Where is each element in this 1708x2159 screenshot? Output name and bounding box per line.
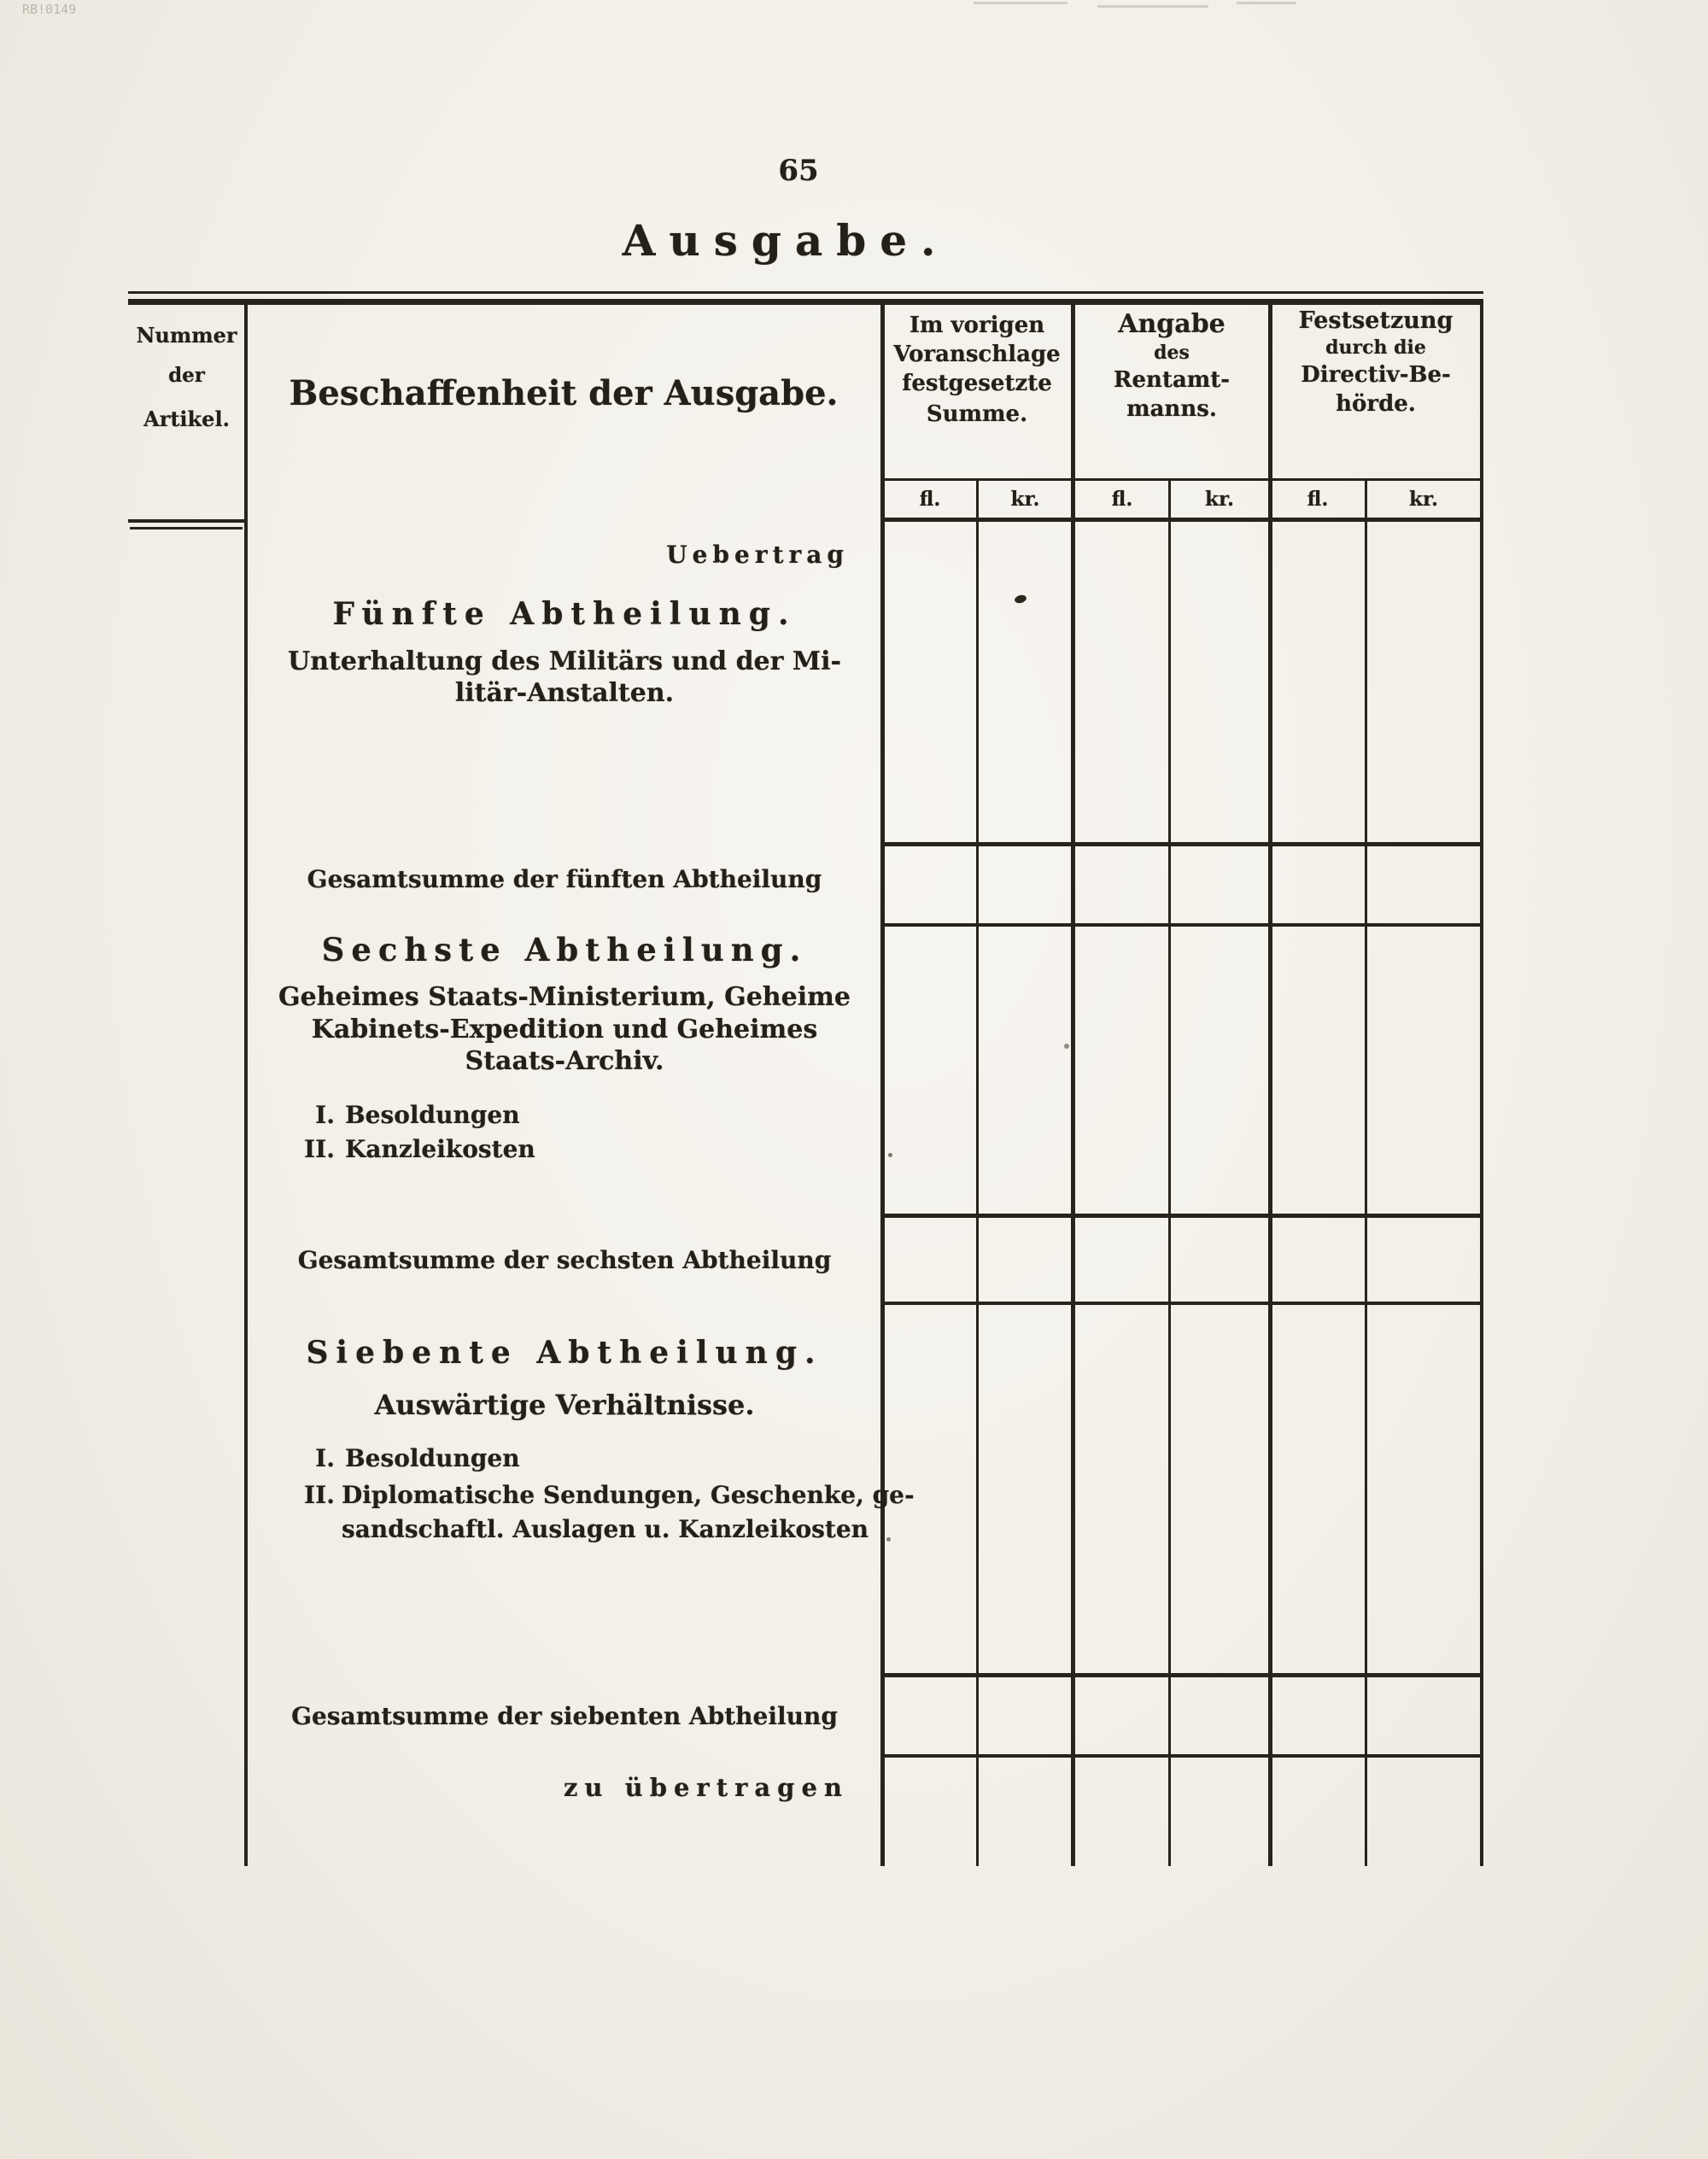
- item-numeral: I.: [315, 1444, 335, 1472]
- item-label: Besoldungen: [345, 1444, 520, 1472]
- column-divider-rentamtmann: [1268, 299, 1272, 1866]
- col-header-voranschlag-line2: Voranschlage: [893, 342, 1061, 367]
- unit-label-kr: kr.: [1010, 488, 1040, 511]
- scan-artifact-dash: [974, 2, 1068, 4]
- fl-kr-divider-col3: [1365, 480, 1367, 1866]
- unit-label-fl: fl.: [919, 488, 941, 511]
- artikel-header-dash: [128, 519, 244, 523]
- scan-corner-mark: RB!0149: [22, 2, 77, 17]
- item-numeral: II.: [304, 1481, 335, 1509]
- sum-row-abth5: Gesamtsumme der fünften Abtheilung: [307, 865, 822, 893]
- row-carry-forward: zu übertragen: [563, 1773, 849, 1802]
- sum-rule-abth6-top: [880, 1214, 1483, 1218]
- col-header-artikel-line2: der: [168, 364, 205, 387]
- scan-artifact-dash: [1237, 2, 1296, 4]
- section-title-abth5: Fünfte Abtheilung.: [332, 596, 797, 632]
- col-header-artikel-line1: Nummer: [136, 323, 237, 348]
- table-rule-top-thin: [128, 291, 1483, 294]
- col-header-directive-line4: hörde.: [1336, 391, 1416, 417]
- unit-label-fl: fl.: [1111, 488, 1133, 511]
- row-uebertrag: Uebertrag: [666, 541, 849, 569]
- document-title: Ausgabe.: [622, 215, 950, 266]
- col-header-artikel-line3: Artikel.: [143, 407, 230, 431]
- col-header-directive-line1: Festsetzung: [1298, 307, 1454, 334]
- col-header-voranschlag-line1: Im vorigen: [909, 313, 1045, 338]
- sum-rule-abth5-top: [880, 842, 1483, 846]
- sum-rule-abth7-top: [880, 1673, 1483, 1677]
- col-header-rentamtmann-line4: manns.: [1126, 396, 1217, 422]
- units-row-rule-top: [880, 478, 1483, 481]
- table-rule-top-thick: [128, 299, 1483, 305]
- column-divider-voranschlag: [1071, 299, 1075, 1866]
- col-header-directive-line2: durch die: [1325, 336, 1426, 359]
- section-title-abth6: Sechste Abtheilung.: [321, 931, 808, 968]
- page-number: 65: [778, 154, 819, 188]
- col-header-beschaffenheit: Beschaffenheit der Ausgabe.: [289, 373, 839, 413]
- sum-row-abth6: Gesamtsumme der sechsten Abtheilung: [297, 1246, 832, 1274]
- col-header-rentamtmann-line3: Rentamt-: [1113, 367, 1231, 393]
- fl-kr-divider-col1: [976, 480, 979, 1866]
- ink-speck: [888, 1153, 892, 1157]
- ink-speck: [1064, 1044, 1069, 1049]
- item-label: Besoldungen: [345, 1101, 520, 1129]
- units-row-rule-bottom: [880, 518, 1483, 522]
- artikel-header-dash: [130, 527, 243, 530]
- unit-label-fl: fl.: [1307, 488, 1329, 511]
- item-label: Diplomatische Sendungen, Geschenke, ge-: [342, 1481, 915, 1509]
- sum-rule-abth7-bottom: [880, 1754, 1483, 1758]
- column-divider-artikel: [244, 299, 248, 1866]
- section-title-abth7: Siebente Abtheilung.: [306, 1335, 823, 1371]
- section-subtitle-abth5-line1: Unterhaltung des Militärs und der Mi-: [288, 647, 841, 676]
- ink-speck: [886, 1537, 891, 1542]
- section-subtitle-abth7-line1: Auswärtige Verhältnisse.: [374, 1389, 755, 1421]
- ink-speck: [1014, 594, 1027, 604]
- item-label: Kanzleikosten: [345, 1135, 535, 1163]
- col-header-voranschlag-line3: festgesetzte: [902, 371, 1052, 396]
- sum-row-abth7: Gesamtsumme der siebenten Abtheilung: [291, 1702, 838, 1730]
- table-border-right: [1480, 299, 1483, 1866]
- section-subtitle-abth5-line2: litär-Anstalten.: [454, 678, 675, 708]
- item-numeral: II.: [304, 1135, 335, 1163]
- item-label-continuation: sandschaftl. Auslagen u. Kanzleikosten: [342, 1515, 869, 1543]
- scan-artifact-dash: [1097, 5, 1208, 8]
- column-divider-beschaffenheit: [880, 299, 885, 1866]
- unit-label-kr: kr.: [1409, 488, 1438, 511]
- col-header-directive-line3: Directiv-Be-: [1301, 362, 1451, 388]
- sum-rule-abth6-bottom: [880, 1302, 1483, 1305]
- section-subtitle-abth6-line1: Geheimes Staats-Ministerium, Geheime: [278, 982, 851, 1012]
- sum-rule-abth5-bottom: [880, 923, 1483, 927]
- col-header-rentamtmann-line1: Angabe: [1118, 309, 1225, 339]
- unit-label-kr: kr.: [1205, 488, 1234, 511]
- col-header-voranschlag-line4: Summe.: [926, 401, 1028, 427]
- col-header-rentamtmann-line2: des: [1154, 342, 1190, 364]
- item-numeral: I.: [315, 1101, 335, 1129]
- section-subtitle-abth6-line3: Staats-Archiv.: [465, 1046, 664, 1076]
- section-subtitle-abth6-line2: Kabinets-Expedition und Geheimes: [311, 1015, 818, 1044]
- fl-kr-divider-col2: [1168, 480, 1171, 1866]
